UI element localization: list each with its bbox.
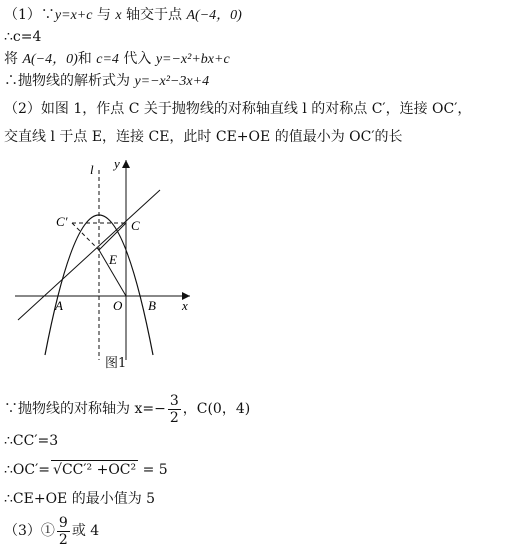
line-8: ∴CC′=3 bbox=[4, 433, 59, 449]
figure-1 bbox=[10, 150, 200, 385]
label-b: B bbox=[148, 298, 156, 313]
label-x: x bbox=[182, 298, 188, 313]
line-10: ∴CE+OE 的最小值为 5 bbox=[4, 491, 156, 507]
line-3: 将 A(−4，0)和 c=4 代入 y=−x²+bx+c bbox=[4, 51, 230, 67]
label-c: C bbox=[131, 218, 140, 233]
line-4: ∴抛物线的解析式为 y=−x²−3x+4 bbox=[4, 73, 210, 89]
label-a: A bbox=[55, 298, 63, 313]
line-11: （3）① $\frac{9}{2}$ 或 4 bbox=[4, 514, 100, 548]
sqrt-expression: √CC′² +OC² bbox=[53, 462, 137, 478]
line-7: ∵抛物线的对称轴为 x=− $\frac{3}{2}$ ，C(0，4) bbox=[4, 392, 251, 426]
label-l: l bbox=[90, 162, 94, 177]
line-6: 交直线 l 于点 E，连接 CE，此时 CE+OE 的值最小为 OC′的长 bbox=[4, 129, 403, 145]
label-y: y bbox=[114, 156, 120, 171]
figure-caption: 图1 bbox=[105, 356, 127, 371]
fraction-three-halves: $\frac{3}{2}$ bbox=[169, 392, 179, 426]
label-c-prime: C′ bbox=[56, 214, 68, 229]
fraction-nine-halves: $\frac{9}{2}$ bbox=[58, 514, 68, 548]
y-axis-arrow bbox=[122, 160, 130, 168]
line-1: （1）∵y=x+c 与 x 轴交于点 A(−4，0) bbox=[4, 7, 242, 23]
label-o: O bbox=[113, 298, 123, 313]
line-y-x-plus-c bbox=[18, 190, 160, 320]
line-2: ∴c=4 bbox=[4, 29, 42, 45]
line-9: ∴OC′= √CC′² +OC² = 5 bbox=[4, 462, 168, 478]
label-e: E bbox=[109, 252, 117, 267]
segment-c-prime-e bbox=[72, 223, 99, 250]
segment-e-c bbox=[99, 223, 126, 250]
parabola-diagram bbox=[10, 150, 200, 385]
line-5: （2）如图 1，作点 C 关于抛物线的对称轴直线 l 的对称点 C′，连接 OC′， bbox=[4, 101, 472, 117]
